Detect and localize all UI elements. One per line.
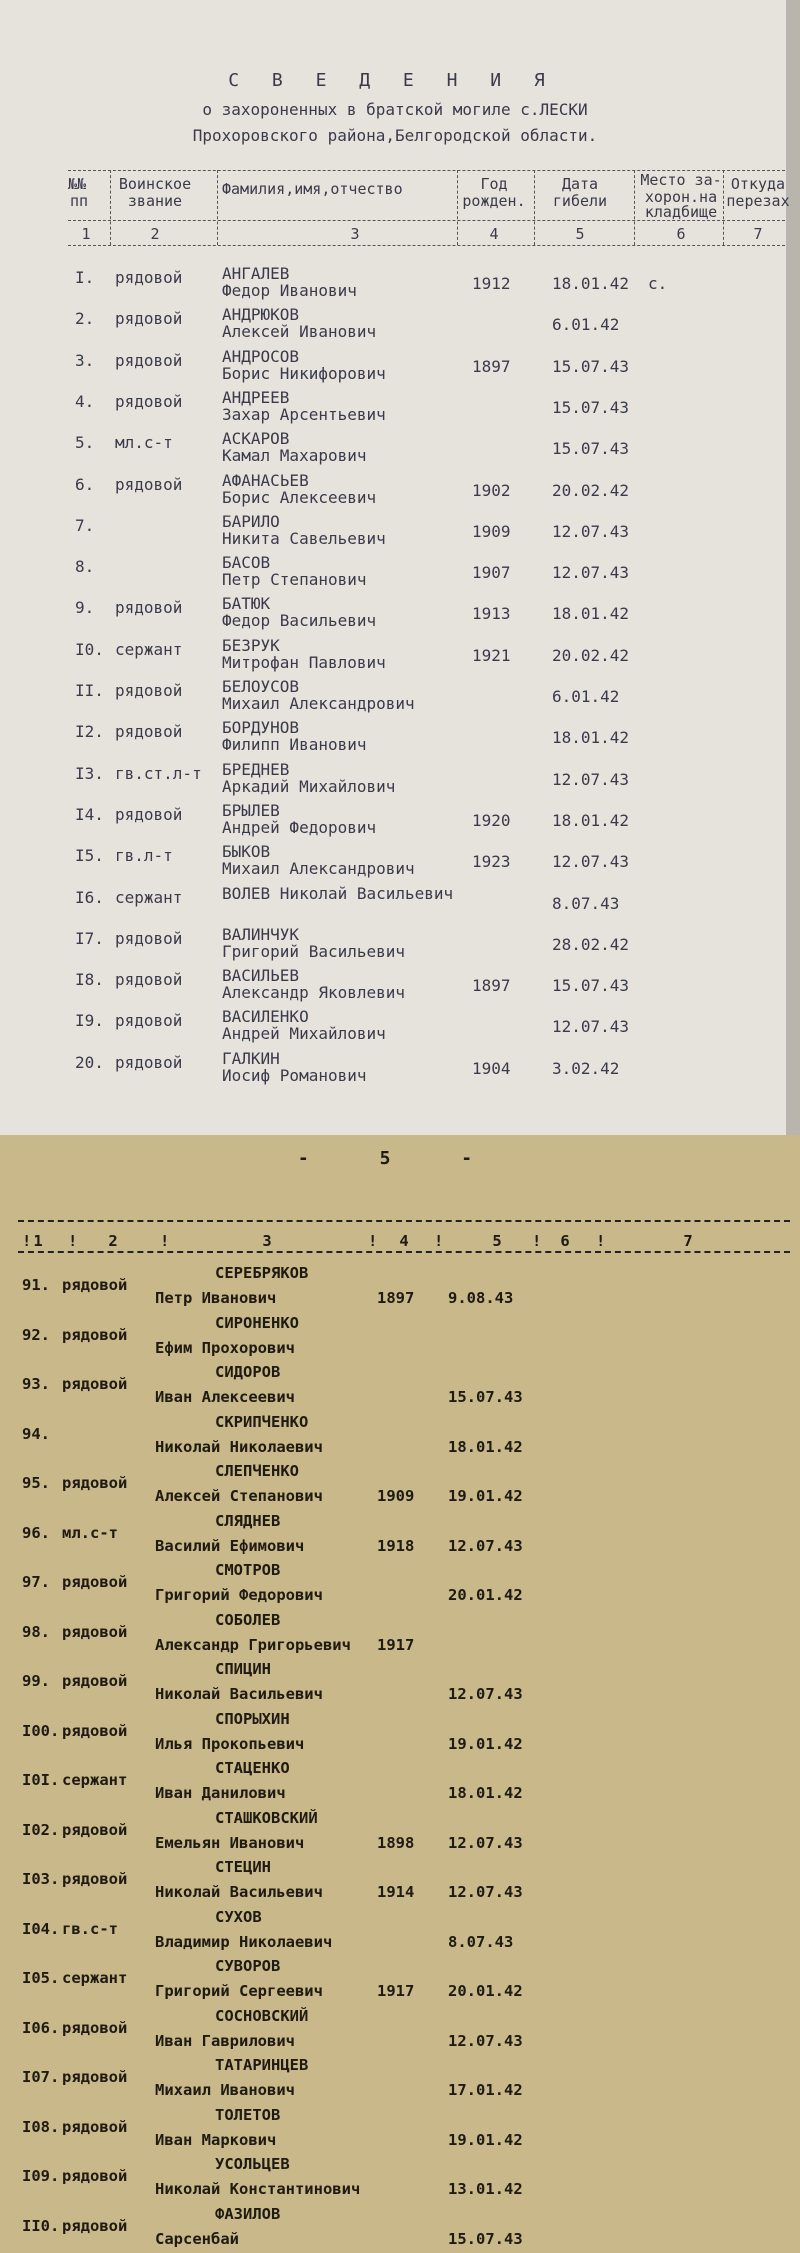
row-surname: СЛЯДНЕВ (215, 1511, 281, 1530)
row-number: 3. (75, 350, 95, 370)
row-birth-year: 1898 (377, 1833, 415, 1852)
row-death-date: 12.07.43 (552, 521, 630, 541)
row-surname: БАСОВ (222, 553, 271, 573)
row-number: I07. (22, 2068, 60, 2086)
row-number: II. (75, 681, 104, 700)
row-given-names: Петр Иванович (155, 1289, 277, 1307)
row-surname: БАРИЛО (222, 511, 280, 531)
row-given-names: Михаил Александрович (222, 694, 415, 713)
row-surname: СИРОНЕНКО (215, 1313, 299, 1332)
row-number: I4. (75, 804, 104, 824)
row-surname: СТАЦЕНКО (215, 1759, 290, 1777)
row-rank: рядовой (62, 1870, 128, 1888)
row-surname: ФАЗИЛОВ (215, 2204, 281, 2223)
row-given-names: Василий Ефимович (155, 1536, 305, 1555)
row-given-names: Александр Яковлевич (222, 983, 406, 1003)
row-surname: БРЫЛЕВ (222, 800, 280, 820)
row-given-names: Иван Данилович (155, 1784, 286, 1802)
row-rank: рядовой (115, 928, 183, 948)
row-given-names: Петр Степанович (222, 570, 367, 590)
row-death-date: 18.01.42 (552, 728, 630, 748)
column-divider (634, 170, 635, 245)
row-death-date: 12.07.43 (552, 769, 630, 789)
row-given-names: Аркадий Михайлович (222, 776, 396, 796)
row-rank: рядовой (115, 474, 183, 494)
row-number: 98. (22, 1622, 50, 1641)
column-header: хорон.на (644, 188, 718, 206)
row-given-names: Владимир Николаевич (155, 1932, 333, 1951)
row-surname: ТАТАРИНЦЕВ (215, 2056, 309, 2074)
row-given-names: Григорий Сергеевич (155, 1982, 323, 2000)
row-number: I03. (22, 1870, 60, 1888)
row-death-date: 13.01.42 (448, 2180, 523, 2198)
row-death-date: 12.07.43 (448, 1685, 523, 1703)
row-birth-year: 1920 (472, 810, 511, 830)
row-birth-year: 1914 (377, 1883, 415, 1901)
row-rank: рядовой (115, 1052, 183, 1072)
column-header: звание (127, 192, 183, 210)
row-number: 8. (75, 557, 95, 577)
table-rule (68, 245, 785, 246)
row-surname: ТОЛЕТОВ (215, 2105, 281, 2124)
row-rank: рядовой (62, 1474, 128, 1492)
row-death-date: 9.08.43 (448, 1289, 514, 1307)
column-divider: ! (68, 1232, 78, 1250)
row-rank: сержант (115, 639, 183, 659)
column-number: 6 (676, 225, 686, 243)
row-number: I8. (75, 970, 104, 990)
column-divider (110, 170, 111, 245)
row-given-names: Григорий Федорович (155, 1586, 323, 1604)
row-given-names: Алексей Иванович (222, 322, 377, 342)
row-number: 97. (22, 1573, 50, 1591)
column-number: 6 (560, 1232, 570, 1250)
row-number: 6. (75, 474, 95, 494)
row-given-names: Филипп Иванович (222, 735, 367, 755)
row-given-names: Александр Григорьевич (155, 1635, 351, 1654)
row-death-date: 19.01.42 (448, 2130, 523, 2149)
row-rank: рядовой (62, 2117, 128, 2136)
row-rank: рядовой (62, 2068, 128, 2086)
table-rule (18, 1220, 790, 1222)
row-surname: ВАСИЛЕНКО (222, 1007, 309, 1027)
column-header: рожден. (462, 192, 526, 210)
row-rank: рядовой (62, 1375, 128, 1393)
row-surname: АСКАРОВ (222, 429, 290, 449)
row-number: 92. (22, 1325, 50, 1344)
column-number: 3 (350, 225, 360, 243)
row-rank: мл.с-т (115, 433, 173, 453)
row-number: 5. (75, 433, 95, 453)
row-surname: СЛЕПЧЕНКО (215, 1462, 299, 1480)
row-surname: СИДОРОВ (215, 1363, 281, 1381)
column-divider: ! (596, 1232, 606, 1250)
row-number: I6. (75, 887, 104, 907)
page-number: - 5 - (297, 1148, 503, 1169)
row-surname: СМОТРОВ (215, 1561, 281, 1579)
row-death-date: 20.01.42 (448, 1586, 523, 1604)
row-number: 91. (22, 1276, 50, 1294)
row-given-names: Николай Васильевич (155, 1883, 323, 1901)
row-birth-year: 1904 (472, 1058, 511, 1078)
row-number: 9. (75, 598, 95, 618)
row-death-date: 15.07.43 (552, 356, 630, 376)
row-rank: рядовой (115, 1011, 183, 1031)
row-given-names: Иван Гаврилович (155, 2031, 295, 2050)
row-given-names: Иосиф Романович (222, 1065, 367, 1085)
column-number: 4 (489, 225, 499, 243)
row-rank: гв.ст.л-т (115, 763, 202, 783)
row-rank: сержант (62, 1969, 128, 1987)
row-death-date: 18.01.42 (552, 810, 630, 830)
row-birth-year: 1909 (377, 1487, 415, 1505)
document-subtitle: о захороненных в братской могиле с.ЛЕСКИ (202, 100, 588, 119)
row-death-date: 18.01.42 (448, 1784, 523, 1802)
row-number: I06. (22, 2018, 60, 2037)
page-edge (786, 0, 800, 1135)
row-given-names: Федор Васильевич (222, 611, 377, 631)
row-surname: УСОЛЬЦЕВ (215, 2155, 290, 2173)
row-surname: СТАШКОВСКИЙ (215, 1808, 318, 1827)
column-header: гибели (552, 192, 608, 210)
row-surname: БЕЛОУСОВ (222, 677, 300, 696)
row-surname: СОСНОВСКИЙ (215, 2006, 309, 2025)
row-given-names: Илья Прокопьевич (155, 1734, 305, 1753)
row-rank: рядовой (62, 1276, 128, 1294)
column-header: пп (70, 192, 89, 210)
row-surname: АНДРЕЕВ (222, 387, 290, 407)
row-rank: рядовой (115, 681, 183, 700)
column-header: Фамилия,имя,отчество (222, 180, 403, 198)
row-death-date: 12.07.43 (448, 1883, 523, 1901)
row-rank: рядовой (115, 350, 183, 370)
row-surname: АФАНАСЬЕВ (222, 470, 309, 490)
row-rank: гв.л-т (115, 846, 173, 866)
row-surname: БЫКОВ (222, 842, 271, 862)
row-rank: рядовой (115, 804, 183, 824)
row-rank: рядовой (62, 1672, 128, 1690)
row-number: II0. (22, 2216, 60, 2235)
row-number: 20. (75, 1052, 104, 1072)
column-header: №№ (68, 175, 87, 193)
row-given-names: Никита Савельевич (222, 528, 386, 548)
column-number: 7 (683, 1232, 693, 1250)
row-number: 93. (22, 1375, 50, 1393)
row-given-names: Камал Махарович (222, 446, 367, 466)
row-death-date: 12.07.43 (448, 1536, 523, 1555)
column-number: 1 (33, 1232, 43, 1250)
row-number: 4. (75, 391, 95, 411)
column-number: 1 (81, 225, 91, 243)
row-surname: ВАЛИНЧУК (222, 924, 300, 944)
row-given-names: Андрей Михайлович (222, 1024, 386, 1044)
column-divider: ! (368, 1232, 378, 1250)
row-birth-year: 1897 (472, 976, 511, 996)
column-header: Год (480, 175, 508, 193)
row-number: 94. (22, 1424, 50, 1443)
column-number: 4 (399, 1232, 409, 1250)
row-surname: ГАЛКИН (222, 1048, 280, 1068)
row-birth-year: 1921 (472, 645, 511, 665)
column-divider: ! (160, 1232, 170, 1250)
row-given-names: Захар Арсентьевич (222, 404, 386, 424)
row-number: I5. (75, 846, 104, 866)
row-death-date: 17.01.42 (448, 2081, 523, 2099)
row-death-date: 19.01.42 (448, 1487, 523, 1505)
row-number: I00. (22, 1721, 60, 1740)
row-rank: гв.с-т (62, 1919, 118, 1938)
row-number: I0. (75, 639, 104, 659)
row-given-names: Иван Маркович (155, 2130, 277, 2149)
row-birth-year: 1917 (377, 1982, 415, 2000)
row-number: I3. (75, 763, 104, 783)
row-death-date: 15.07.43 (552, 397, 630, 417)
row-rank: рядовой (62, 1573, 128, 1591)
row-rank: рядовой (62, 2167, 128, 2185)
row-death-date: 19.01.42 (448, 1734, 523, 1753)
row-birth-year: 1909 (472, 521, 511, 541)
column-header: Место за- (640, 171, 722, 189)
row-death-date: 6.01.42 (552, 315, 620, 335)
row-surname: СЕРЕБРЯКОВ (215, 1264, 309, 1282)
row-rank: рядовой (115, 309, 183, 329)
column-number: 5 (492, 1232, 502, 1250)
column-divider: ! (532, 1232, 542, 1250)
row-number: I02. (22, 1820, 60, 1839)
row-surname: СПИЦИН (215, 1660, 271, 1678)
column-header: Дата (561, 175, 599, 193)
row-surname: БАТЮК (222, 594, 271, 614)
document-subtitle: Прохоровского района,Белгородской области. (192, 126, 598, 145)
row-death-date: 6.01.42 (552, 687, 620, 706)
row-death-date: 8.07.43 (448, 1932, 514, 1951)
row-rank: рядовой (115, 268, 183, 287)
row-surname: АНДРОСОВ (222, 346, 300, 366)
row-given-names: Борис Никифорович (222, 363, 386, 383)
row-number: I7. (75, 928, 104, 948)
row-given-names: Сарсенбай (155, 2229, 239, 2248)
row-given-names: Михаил Александрович (222, 859, 415, 879)
row-rank: рядовой (62, 2018, 128, 2037)
row-number: 95. (22, 1474, 50, 1492)
row-number: 7. (75, 515, 95, 535)
column-divider (534, 170, 535, 245)
row-number: I05. (22, 1969, 60, 1987)
row-death-date: 15.07.43 (448, 2229, 523, 2248)
row-number: I08. (22, 2117, 60, 2136)
column-header: перезах (726, 192, 790, 210)
row-death-date: 28.02.42 (552, 934, 630, 954)
row-surname: ВОЛЕВ Николай Васильевич (222, 883, 454, 903)
column-number: 2 (150, 225, 160, 243)
row-death-date: 3.02.42 (552, 1058, 620, 1078)
row-birth-year: 1897 (472, 356, 511, 376)
row-birth-year: 1923 (472, 852, 511, 872)
row-rank: рядовой (115, 598, 183, 618)
column-divider: ! (434, 1232, 444, 1250)
row-rank: рядовой (62, 1622, 128, 1641)
row-given-names: Андрей Федорович (222, 817, 377, 837)
row-death-date: 18.01.42 (552, 274, 630, 293)
row-given-names: Николай Константинович (155, 2180, 361, 2198)
row-surname: ВАСИЛЬЕВ (222, 966, 300, 986)
row-surname: АНГАЛЕВ (222, 264, 290, 283)
row-surname: АНДРЮКОВ (222, 305, 300, 325)
row-rank: сержант (115, 887, 183, 907)
row-birth-year: 1897 (377, 1289, 415, 1307)
row-rank: рядовой (62, 1721, 128, 1740)
row-surname: БЕЗРУК (222, 635, 280, 655)
row-given-names: Емельян Иванович (155, 1833, 305, 1852)
column-divider (217, 170, 218, 245)
row-given-names: Алексей Степанович (155, 1487, 323, 1505)
column-number: 5 (575, 225, 585, 243)
row-surname: БОРДУНОВ (222, 718, 300, 738)
row-burial-place: с. (648, 274, 668, 293)
row-death-date: 8.07.43 (552, 893, 620, 913)
row-given-names: Митрофан Павлович (222, 652, 386, 672)
row-death-date: 18.01.42 (448, 1437, 523, 1456)
row-death-date: 12.07.43 (448, 1833, 523, 1852)
row-death-date: 20.02.42 (552, 645, 630, 665)
row-birth-year: 1918 (377, 1536, 415, 1555)
row-death-date: 12.07.43 (448, 2031, 523, 2050)
row-given-names: Николай Васильевич (155, 1685, 323, 1703)
row-surname: СУХОВ (215, 1907, 262, 1926)
row-surname: СОБОЛЕВ (215, 1610, 281, 1629)
archive-page-5 (0, 1135, 800, 2253)
row-rank: рядовой (115, 391, 183, 411)
column-number: 7 (753, 225, 763, 243)
row-death-date: 20.02.42 (552, 480, 630, 500)
row-given-names: Борис Алексеевич (222, 487, 377, 507)
column-number: 2 (108, 1232, 118, 1250)
row-number: 96. (22, 1523, 50, 1542)
row-surname: СПОРЫХИН (215, 1709, 290, 1728)
row-birth-year: 1917 (377, 1635, 415, 1654)
row-number: I09. (22, 2167, 60, 2185)
row-death-date: 20.01.42 (448, 1982, 523, 2000)
row-death-date: 15.07.43 (552, 976, 630, 996)
column-header: кладбище (644, 203, 718, 221)
row-birth-year: 1907 (472, 563, 511, 583)
column-divider (723, 170, 724, 245)
row-rank: мл.с-т (62, 1523, 118, 1542)
row-birth-year: 1902 (472, 480, 511, 500)
row-given-names: Федор Иванович (222, 281, 357, 300)
row-surname: СКРИПЧЕНКО (215, 1412, 309, 1431)
row-death-date: 15.07.43 (552, 439, 630, 459)
table-rule (68, 220, 785, 221)
row-rank: сержант (62, 1771, 128, 1789)
row-rank: рядовой (115, 722, 183, 742)
page-title: С В Е Д Е Н И Я (228, 70, 556, 91)
row-number: I9. (75, 1011, 104, 1031)
row-given-names: Ефим Прохорович (155, 1338, 295, 1357)
row-surname: СУВОРОВ (215, 1957, 281, 1975)
row-given-names: Николай Николаевич (155, 1437, 323, 1456)
row-number: 99. (22, 1672, 50, 1690)
row-number: I04. (22, 1919, 60, 1938)
row-number: 2. (75, 309, 95, 329)
row-rank: рядовой (115, 970, 183, 990)
row-birth-year: 1912 (472, 274, 511, 293)
row-death-date: 12.07.43 (552, 852, 630, 872)
row-birth-year: 1913 (472, 604, 511, 624)
row-rank: рядовой (62, 2216, 128, 2235)
row-number: I0I. (22, 1771, 60, 1789)
row-number: I2. (75, 722, 104, 742)
row-given-names: Григорий Васильевич (222, 941, 406, 961)
row-surname: СТЕЦИН (215, 1858, 271, 1876)
row-surname: БРЕДНЕВ (222, 759, 290, 779)
column-number: 3 (262, 1232, 272, 1250)
column-divider (457, 170, 458, 245)
row-death-date: 12.07.43 (552, 1017, 630, 1037)
row-number: I. (75, 268, 95, 287)
column-divider: ! (22, 1232, 32, 1250)
row-rank: рядовой (62, 1325, 128, 1344)
column-header: Воинское (118, 175, 192, 193)
row-given-names: Михаил Иванович (155, 2081, 295, 2099)
row-death-date: 12.07.43 (552, 563, 630, 583)
row-rank: рядовой (62, 1820, 128, 1839)
row-death-date: 18.01.42 (552, 604, 630, 624)
column-header: Откуда (730, 175, 786, 193)
row-given-names: Иван Алексеевич (155, 1388, 295, 1406)
table-rule (18, 1251, 790, 1253)
row-death-date: 15.07.43 (448, 1388, 523, 1406)
